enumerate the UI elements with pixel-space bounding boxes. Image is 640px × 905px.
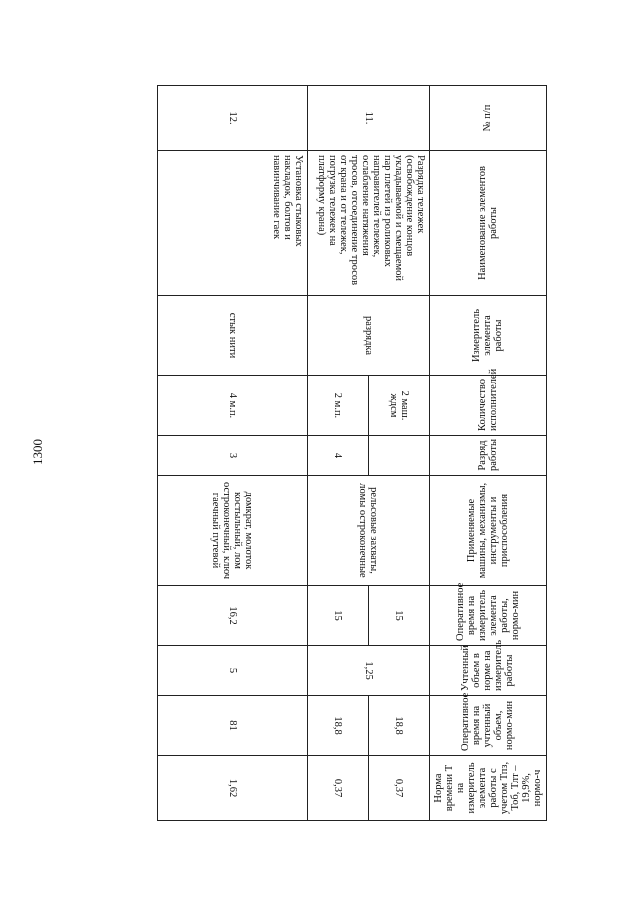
header-volume: Учтенный объем в норме на измеритель работы bbox=[430, 646, 547, 696]
header-grade: Разряд работы bbox=[430, 436, 547, 476]
header-tools: Применяемые машины, механизмы, инструменты и приспособления bbox=[430, 476, 547, 586]
header-norm-time: Норма времени Т на измеритель элемента работы с учетом Тпз, Тоб, Тлт – 19,9%, нормо-ч bbox=[430, 756, 547, 821]
row-grade bbox=[369, 436, 430, 476]
norms-table bbox=[157, 85, 547, 821]
norms-table-wrapper bbox=[157, 85, 547, 821]
row-norm-time: 1,62 bbox=[158, 756, 308, 821]
row-grade: 4 bbox=[308, 436, 369, 476]
row-op-time: 16,2 bbox=[158, 586, 308, 646]
row-workers: 2 маш. ждсм bbox=[369, 376, 430, 436]
row-op-time-volume: 18,8 bbox=[369, 696, 430, 756]
row-norm-time: 0,37 bbox=[369, 756, 430, 821]
row-op-time: 15 bbox=[308, 586, 369, 646]
row-op-time: 15 bbox=[369, 586, 430, 646]
row-op-time-volume: 81 bbox=[158, 696, 308, 756]
header-name: Наименование элементов работы bbox=[430, 151, 547, 296]
row-workers: 4 м.п. bbox=[158, 376, 308, 436]
row-num: 12. bbox=[158, 86, 308, 151]
header-op-time: Оперативное время на измеритель элемента работы, нормо-мин bbox=[430, 586, 547, 646]
header-op-time-volume: Оперативное время на учтенный объем, нормо-мин bbox=[430, 696, 547, 756]
row-volume: 5 bbox=[158, 646, 308, 696]
header-workers: Количество исполнителей bbox=[430, 376, 547, 436]
row-tools: домкрат, молоток костыльный, лом остроконечный, ключ гаечный путевой bbox=[158, 476, 308, 586]
row-grade: 3 bbox=[158, 436, 308, 476]
row-meter: стык нити bbox=[158, 296, 308, 376]
row-volume: 1,25 bbox=[308, 646, 430, 696]
row-tools: рельсовые захваты, ломы остроконечные bbox=[308, 476, 430, 586]
row-name: Разрядка тележек (освобождение концов укладываемой и смещаемой пар плетей из роликовых направителей тележек, ослабление натяжения тросов, отсоединение тросов от крана и от тележек, погрузка тележек на платформу крана) bbox=[308, 151, 430, 296]
row-workers: 2 м.п. bbox=[308, 376, 369, 436]
table-row bbox=[369, 86, 430, 821]
header-row bbox=[430, 86, 547, 821]
row-num: 11. bbox=[308, 86, 430, 151]
row-name: Установка стыковых накладок, болтов и навинчивание гаек bbox=[158, 151, 308, 296]
row-norm-time: 0,37 bbox=[308, 756, 369, 821]
header-meter: Измеритель элемента работы bbox=[430, 296, 547, 376]
table-row bbox=[158, 86, 308, 821]
header-num: № п/п bbox=[430, 86, 547, 151]
row-meter: разрядка bbox=[308, 296, 430, 376]
row-op-time-volume: 18,8 bbox=[308, 696, 369, 756]
page-number: 1300 bbox=[30, 439, 45, 465]
